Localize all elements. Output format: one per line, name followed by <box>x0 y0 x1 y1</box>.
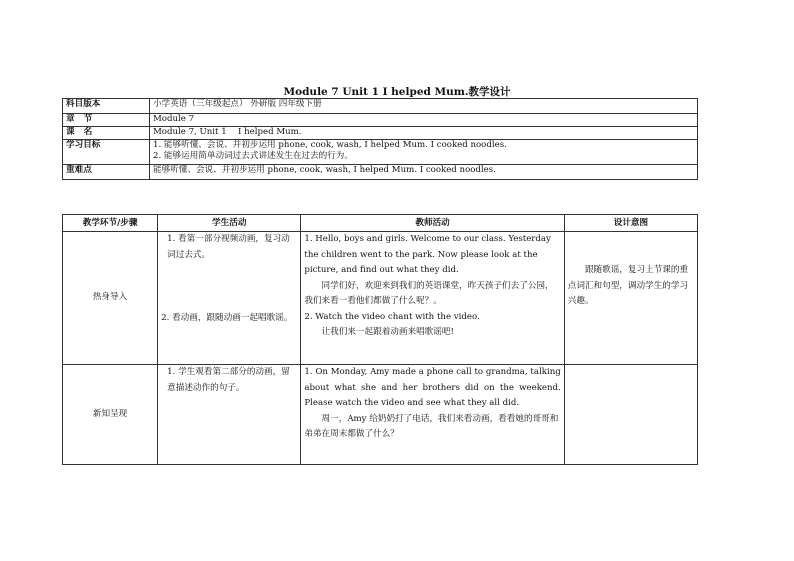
stage-presentation: 新知呈现 <box>63 365 158 465</box>
info-label-chapter: 章节 <box>63 114 150 127</box>
teacher-line: 2. Watch the video chant with the video. <box>304 311 480 322</box>
teacher-line: 周一，Amy 给奶奶打了电话，我们来看动画，看看她的哥哥和弟弟在周末都做了什么？ <box>304 413 559 439</box>
info-value-chapter: Module 7 <box>150 114 698 127</box>
teacher-line: 1. Hello, boys and girls. Welcome to our class. Yesterday the children went to the park. Now please look at the picture, and find out what they did. <box>304 234 551 275</box>
student-line: 2. 看动画，跟随动画一起唱歌谣。 <box>161 313 293 323</box>
info-label-objectives: 学习目标 <box>63 140 150 165</box>
steps-table <box>62 214 698 465</box>
teacher-line: 1. On Monday, Amy made a phone call to grandma, talking about what she and her brothers did on the weekend. Please watch the video and see what they all did. <box>304 367 561 408</box>
header-teacher: 教师活动 <box>301 215 564 232</box>
teacher-activity-warmup <box>301 232 564 365</box>
objective-line: 2. 能够运用简单动词过去式讲述发生在过去的行为。 <box>153 151 353 161</box>
student-activity-presentation <box>158 365 301 465</box>
header-stage: 教学环节/步骤 <box>63 215 158 232</box>
info-table <box>62 98 698 180</box>
info-value-subject: 小学英语（三年级起点） 外研版 四年级下册 <box>150 99 698 114</box>
info-label-keypoints: 重难点 <box>63 165 150 180</box>
header-intent: 设计意图 <box>564 215 697 232</box>
document-title: Module 7 Unit 1 I helped Mum.教学设计 <box>283 86 511 98</box>
student-activity-warmup <box>158 232 301 365</box>
info-value-lesson: Module 7, Unit 1 I helped Mum. <box>150 127 698 140</box>
intent-warmup <box>564 232 697 365</box>
info-value-keypoints: 能够听懂、会说、并初步运用 phone, cook, wash, I helped Mum. I cooked noodles. <box>150 165 698 180</box>
stage-warmup: 热身导入 <box>63 232 158 365</box>
objective-line: 1. 能够听懂、会说、并初步运用 phone, cook, wash, I helped Mum. I cooked noodles. <box>153 140 507 150</box>
intent-presentation <box>564 365 697 465</box>
info-label-lesson: 课名 <box>63 127 150 140</box>
teacher-activity-presentation <box>301 365 564 465</box>
intent-line: 跟随歌谣，复习上节课的重点词汇和句型，调动学生的学习兴趣。 <box>567 265 689 306</box>
header-student: 学生活动 <box>158 215 301 232</box>
teacher-line: 同学们好，欢迎来到我们的英语课堂，昨天孩子们去了公园，我们来看一看他们都做了什么呢？。 <box>304 280 554 306</box>
teacher-line: 让我们来一起跟着动画来唱歌谣吧! <box>321 327 454 337</box>
info-value-objectives <box>150 140 698 165</box>
info-label-subject: 科目版本 <box>63 99 150 114</box>
student-line: 1. 学生观看第二部分的动画，留意描述动作的句子。 <box>167 367 290 393</box>
student-line: 1. 看第一部分视频动画，复习动词过去式。 <box>167 234 290 260</box>
